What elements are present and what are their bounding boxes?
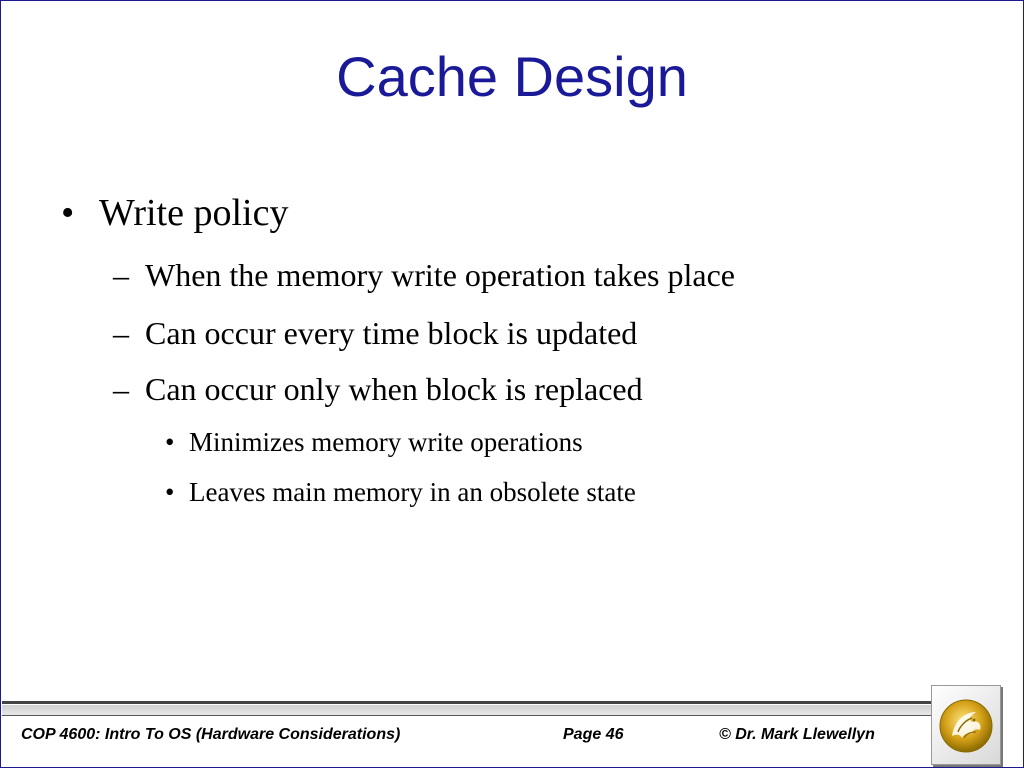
bullet-marker: • xyxy=(61,192,75,234)
dash-marker: – xyxy=(113,371,129,407)
footer-divider xyxy=(2,701,932,704)
footer-divider xyxy=(2,715,932,716)
sub-bullet-only-when xyxy=(113,369,643,409)
sub-bullet-when xyxy=(113,255,735,295)
sub-sub-bullet-obsolete xyxy=(165,475,636,509)
sub-bullet-text: When the memory write operation takes place xyxy=(145,257,735,293)
sub-bullet-text: Can occur only when block is replaced xyxy=(145,371,643,407)
sub-bullet-every-time xyxy=(113,313,637,353)
dash-marker: – xyxy=(113,315,129,351)
footer-divider xyxy=(2,705,932,715)
dash-marker: – xyxy=(113,257,129,293)
slide-title: Cache Design xyxy=(336,45,688,108)
sub-sub-bullet-minimizes xyxy=(165,425,583,459)
pegasus-logo-icon xyxy=(938,698,994,754)
bullet-marker: • xyxy=(165,477,175,507)
sub-sub-bullet-text: Leaves main memory in an obsolete state xyxy=(189,477,636,507)
bullet-write-policy xyxy=(61,189,288,237)
bullet-marker: • xyxy=(165,427,175,457)
sub-bullet-text: Can occur every time block is updated xyxy=(145,315,638,351)
footer-copyright: © Dr. Mark Llewellyn xyxy=(719,726,875,743)
sub-sub-bullet-text: Minimizes memory write operations xyxy=(189,427,583,457)
pegasus-logo-icon xyxy=(931,685,1001,765)
bullet-text: Write policy xyxy=(99,192,289,234)
footer-page-number: Page 46 xyxy=(563,726,624,743)
footer-course: COP 4600: Intro To OS (Hardware Considerations) xyxy=(21,726,401,743)
